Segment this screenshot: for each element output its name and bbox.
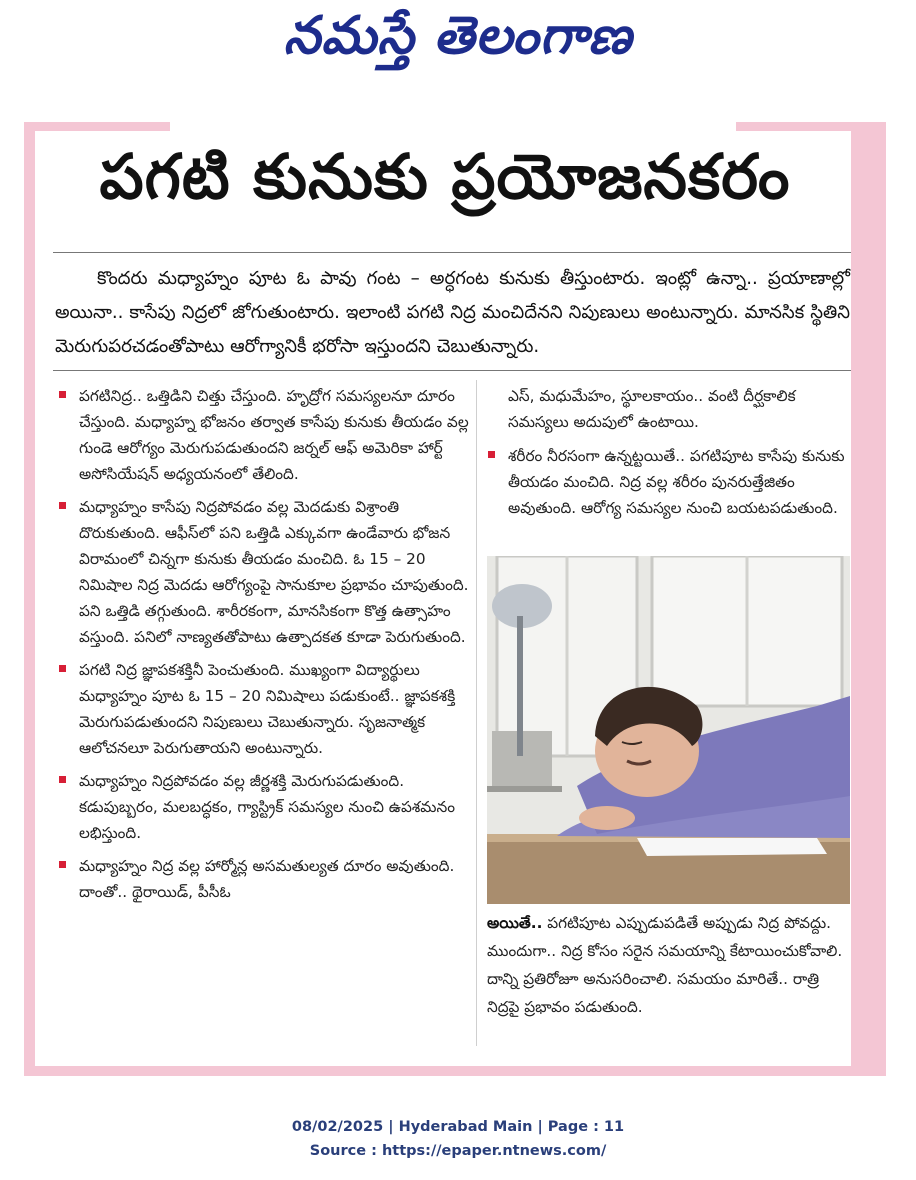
bullet-text: మధ్యాహ్నం నిద్ర వల్ల హార్మోన్ల అసమతుల్యత దూరం అవుతుంది. దాంతో.. థైరాయిడ్, పీసీఓ xyxy=(79,857,455,901)
footer-source: Source : https://epaper.ntnews.com/ xyxy=(309,1143,607,1159)
bullet-text: పగటి నిద్ర జ్ఞాపకశక్తినీ పెంచుతుంది. ముఖ్యంగా విద్యార్థులు మధ్యాహ్నం పూట ఓ 15 – 20 నిమిషాలు పడుకుంటే.. జ్ఞాపకశక్తి మెరుగుపడుతుందని నిపుణులు చెబుతున్నారు. సృజనాత్మక ఆలోచనలూ పెరుగుతాయని అంటున్నారు. xyxy=(79,661,456,757)
bullet-text: శరీరం నీరసంగా ఉన్నట్టయితే.. పగటిపూట కాసేపు కునుకు తీయడం మంచిది. నిద్ర వల్ల శరీరం పునరుత్తేజితం అవుతుంది. ఆరోగ్య సమస్యల నుంచి బయటపడుతుంది. xyxy=(508,447,845,517)
article-column-right xyxy=(484,383,850,528)
bullet-square-icon xyxy=(488,451,495,458)
headline-rule xyxy=(53,252,851,253)
bullet-text: మధ్యాహ్నం నిద్రపోవడం వల్ల జీర్ణశక్తి మెరుగుపడుతుంది. కడుపుబ్బరం, మలబద్ధకం, గ్యాస్ట్రిక్ సమస్యల నుంచి ఉపశమనం లభిస్తుంది. xyxy=(79,772,455,842)
sleeping-woman-illustration xyxy=(487,556,850,904)
article-headline: పగటి కునుకు ప్రయోజనకరం xyxy=(99,140,791,213)
list-item xyxy=(55,657,471,761)
bullet-text: మధ్యాహ్నం కాసేపు నిద్రపోవడం వల్ల మెదడుకు విశ్రాంతి దొరుకుతుంది. ఆఫీస్‌లో పని ఒత్తిడి ఎక్కువగా ఉండేవారు భోజన విరామంలో చిన్నగా కునుకు తీయడం మంచిది. ఓ 15 – 20 నిమిషాల నిద్ర మెదడు ఆరోగ్యంపై సానుకూల ప్రభావం చూపుతుంది. పని ఒత్తిడి తగ్గుతుంది. శారీరకంగా, మానసికంగా కొత్త ఉత్సాహం వస్తుంది. పనిలో నాణ్యతతోపాటు ఉత్పాదకత కూడా పెరుగుతుంది. xyxy=(79,498,469,646)
closing-paragraph xyxy=(487,909,847,1021)
list-item xyxy=(55,494,471,650)
footer-date-edition: 08/02/2025 | Hyderabad Main | Page : 11 xyxy=(291,1119,625,1135)
list-item xyxy=(55,383,471,487)
intro-rule xyxy=(53,370,851,371)
bullet-square-icon xyxy=(59,502,66,509)
column-divider xyxy=(476,380,477,1046)
bullet-square-icon xyxy=(59,776,66,783)
masthead-logo: నమస్తే తెలంగాణ xyxy=(283,6,633,66)
closing-lead: అయితే.. xyxy=(487,914,543,932)
bullet-square-icon xyxy=(59,665,66,672)
article-intro xyxy=(55,262,850,364)
bullet-square-icon xyxy=(59,391,66,398)
list-item xyxy=(55,768,471,846)
bullet-square-icon xyxy=(59,861,66,868)
closing-text: పగటిపూట ఎప్పుడుపడితే అప్పుడు నిద్ర పోవద్దు. ముందుగా.. నిద్ర కోసం సరైన సమయాన్ని కేటాయించుకోవాలి. దాన్ని ప్రతిరోజూ అనుసరించాలి. సమయం మారితే.. రాత్రి నిద్రపై ప్రభావం పడుతుంది. xyxy=(487,914,843,1016)
continuation-text: ఎస్, మధుమేహం, స్థూలకాయం.. వంటి దీర్ఘకాలిక సమస్యలు అదుపులో ఉంటాయి. xyxy=(508,387,796,431)
list-item xyxy=(55,853,471,905)
list-item xyxy=(484,443,850,521)
article-column-left xyxy=(55,383,471,912)
bullet-text: పగటినిద్ర.. ఒత్తిడిని చిత్తు చేస్తుంది. హృద్రోగ సమస్యలనూ దూరం చేస్తుంది. మధ్యాహ్న భోజనం తర్వాత కాసేపు కునుకు తీయడం వల్ల గుండె ఆరోగ్యం మెరుగుపడుతుందని జర్నల్ ఆఫ్ అమెరికా హార్ట్ అసోసియేషన్ అధ్యయనంలో తేలింది. xyxy=(79,387,469,483)
frame-gap xyxy=(170,122,736,134)
article-photo xyxy=(487,556,850,904)
intro-text: కొందరు మధ్యాహ్నం పూట ఓ పావు గంట – అర్ధగంట కునుకు తీస్తుంటారు. ఇంట్లో ఉన్నా.. ప్రయాణాల్లో అయినా.. కాసేపు నిద్రలో జోగుతుంటారు. ఇలాంటి పగటి నిద్ర మంచిదేనని నిపుణులు అంటున్నారు. మానసిక స్థితిని మెరుగుపరచడంతోపాటు ఆరోగ్యానికీ భరోసా ఇస్తుందని చెబుతున్నారు. xyxy=(55,268,850,357)
